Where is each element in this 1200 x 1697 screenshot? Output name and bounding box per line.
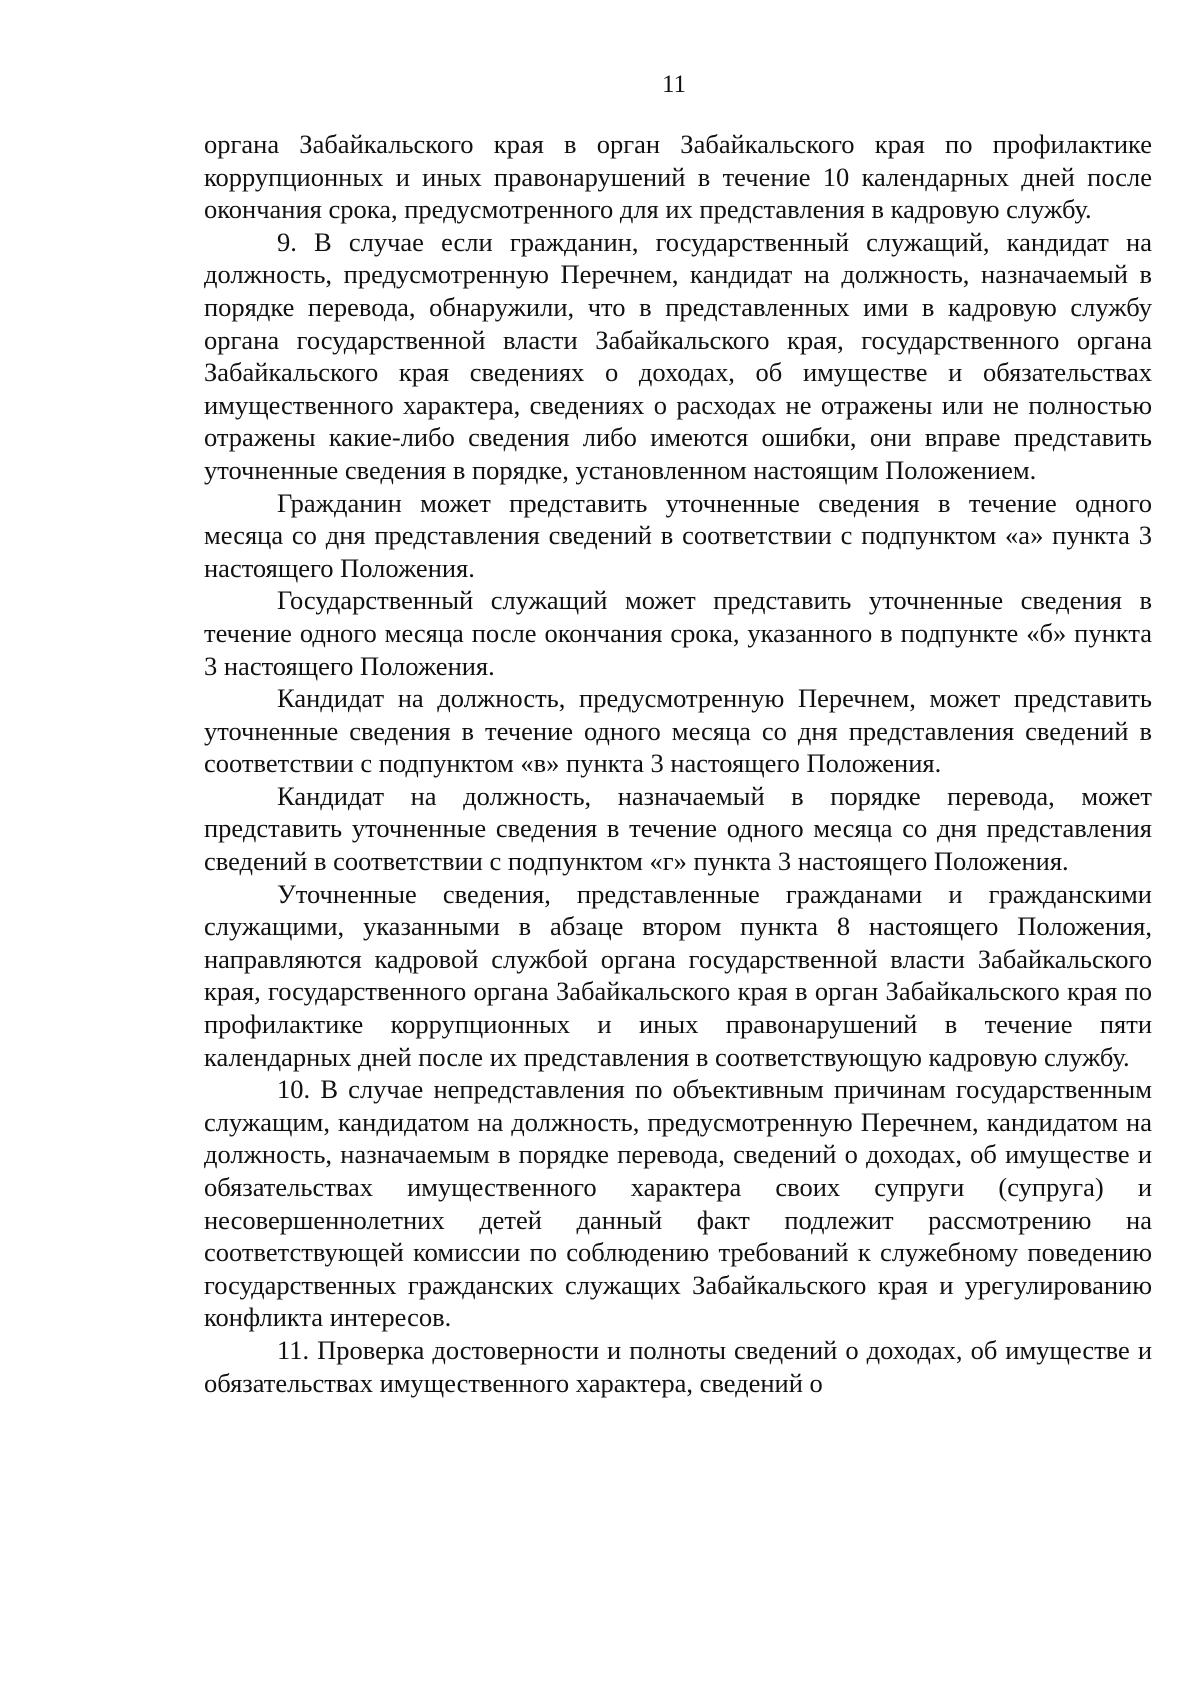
paragraph-candidate-list: Кандидат на должность, предусмотренную Перечнем, может представить уточненные сведения в течение одного месяца со дня представления сведений в соответствии с подпунктом «в» пункта 3 настоящего Положения. — [204, 683, 1152, 779]
paragraph-citizen: Гражданин может представить уточненные сведения в течение одного месяца со дня представления сведений в соответствии с подпунктом «а» пункта 3 настоящего Положения. — [204, 487, 1152, 583]
paragraph-candidate-transfer: Кандидат на должность, назначаемый в порядке перевода, может представить уточненные сведения в течение одного месяца со дня представления сведений в соответствии с подпунктом «г» пункта 3 настоящего Положения. — [204, 780, 1152, 877]
paragraph-item-9: 9. В случае если гражданин, государственный служащий, кандидат на должность, предусмотренную Перечнем, кандидат на должность, назначаемый в порядке перевода, обнаружили, что в представленных ими в кадровую службу органа государственной власти Забайкальского края, государственного органа Забайкальского края сведениях о доходах, об имуществе и обязательствах имущественного характера, сведениях о расходах не отражены или не полностью отражены какие-либо сведения либо имеются ошибки, они вправе представить уточненные сведения в порядке, установленном настоящим Положением. — [204, 226, 1152, 485]
paragraph-corrected-info: Уточненные сведения, представленные гражданами и гражданскими служащими, указанными в абзаце втором пункта 8 настоящего Положения, направляются кадровой службой органа государственной власти Забайкальского края, государственного органа Забайкальского края в орган Забайкальского края по профилактике коррупционных и иных правонарушений в течение пяти календарных дней после их представления в соответствующую кадровую службу. — [204, 878, 1152, 1072]
paragraph-item-11: 11. Проверка достоверности и полноты сведений о доходах, об имуществе и обязательствах имущественного характера, сведений о — [204, 1334, 1152, 1398]
paragraph-state-employee: Государственный служащий может представить уточненные сведения в течение одного месяца после окончания срока, указанного в подпункте «б» пункта 3 настоящего Положения. — [204, 585, 1152, 681]
paragraph-continuation: органа Забайкальского края в орган Забайкальского края по профилактике коррупционных и иных правонарушений в течение 10 календарных дней после окончания срока, предусмотренного для их представления в кадровую службу. — [204, 129, 1152, 225]
page-number: 11 — [661, 71, 687, 98]
document-body — [204, 128, 1152, 1399]
paragraph-item-10: 10. В случае непредставления по объективным причинам государственным служащим, кандидатом на должность, предусмотренную Перечнем, кандидатом на должность, назначаемым в порядке перевода, сведений о доходах, об имуществе и обязательствах имущественного характера своих супруги (супруга) и несовершеннолетних детей данный факт подлежит рассмотрению на соответствующей комиссии по соблюдению требований к служебному поведению государственных гражданских служащих Забайкальского края и урегулированию конфликта интересов. — [204, 1074, 1152, 1333]
